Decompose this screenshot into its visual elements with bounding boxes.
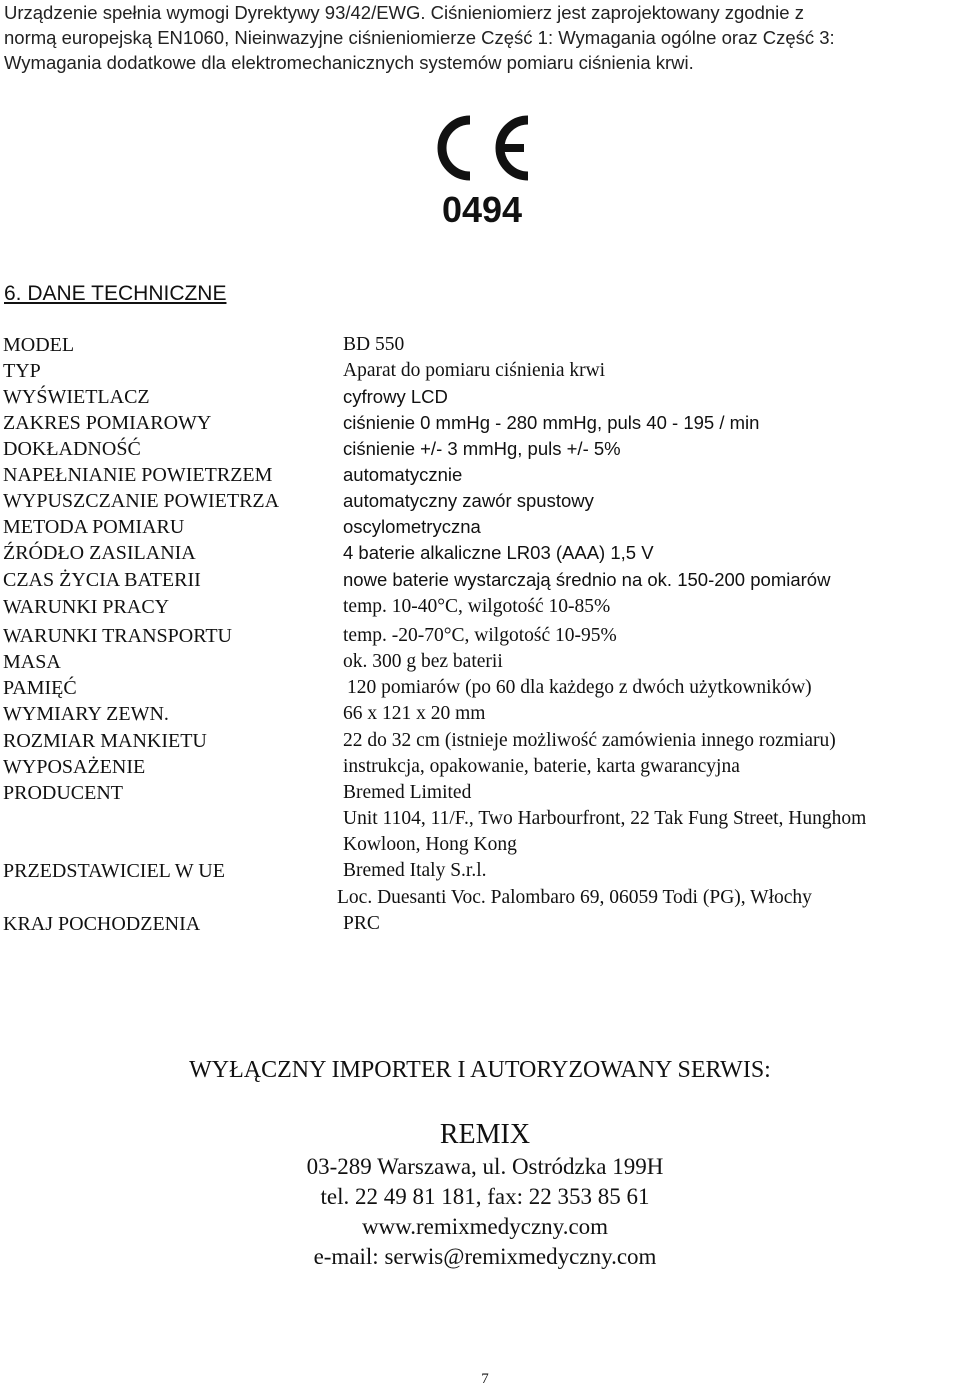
spec-value: 120 pomiarów (po 60 dla każdego z dwóch użytkowników) (347, 677, 812, 698)
spec-value: 4 baterie alkaliczne LR03 (AAA) 1,5 V (343, 542, 654, 563)
spec-row-dokladnosc (0, 436, 960, 462)
spec-value: temp. -20-70°C, wilgotość 10-95% (343, 625, 617, 646)
spec-label: WYPOSAŻENIE (3, 756, 146, 778)
importer-heading: WYŁĄCZNY IMPORTER I AUTORYZOWANY SERWIS: (189, 1057, 771, 1083)
spec-value: ciśnienie 0 mmHg - 280 mmHg, puls 40 - 195 / min (343, 412, 760, 433)
spec-row-producent (0, 780, 960, 806)
spec-value: Bremed Limited (343, 782, 472, 803)
spec-label: NAPEŁNIANIE POWIETRZEM (3, 464, 273, 486)
spec-row-czas-zycia (0, 567, 960, 593)
spec-value: oscylometryczna (343, 516, 481, 537)
importer-address: 03-289 Warszawa, ul. Ostródzka 199H (306, 1154, 664, 1179)
spec-value: BD 550 (343, 334, 405, 355)
spec-value: nowe baterie wystarczają średnio na ok. 150-200 pomiarów (343, 569, 831, 590)
spec-value: Bremed Italy S.r.l. (343, 860, 487, 881)
spec-row-przedstawiciel (0, 858, 960, 884)
spec-row-przedstawiciel-address (0, 885, 960, 911)
spec-label: KRAJ POCHODZENIA (3, 913, 201, 935)
intro-line: Wymagania dodatkowe dla elektromechanicznych systemów pomiaru ciśnienia krwi. (4, 52, 694, 73)
ce-mark-logo (428, 108, 540, 228)
spec-row-warunki-transportu (0, 623, 960, 649)
spec-value: Aparat do pomiaru ciśnienia krwi (343, 360, 606, 381)
spec-row-masa (0, 649, 960, 675)
spec-row-producent-address (0, 832, 960, 858)
spec-label: PRODUCENT (3, 782, 124, 804)
spec-value: automatyczny zawór spustowy (343, 490, 594, 511)
spec-label: PAMIĘĆ (3, 677, 77, 699)
spec-label: ROZMIAR MANKIETU (3, 730, 207, 752)
spec-row-wyswietlacz (0, 384, 960, 410)
svg-text:0494: 0494 (441, 189, 523, 228)
spec-row-wypuszczanie (0, 488, 960, 514)
spec-row-wymiary (0, 701, 960, 727)
spec-label: MASA (3, 651, 61, 673)
spec-label: WYMIARY ZEWN. (3, 703, 169, 725)
spec-value: automatycznie (343, 464, 463, 485)
spec-label: MODEL (3, 334, 75, 356)
spec-label: WARUNKI TRANSPORTU (3, 625, 233, 647)
intro-paragraph (4, 0, 954, 75)
producent-address-line: Kowloon, Hong Kong (343, 834, 517, 855)
spec-row-wyposazenie (0, 754, 960, 780)
spec-value: 22 do 32 cm (istnieje możliwość zamówienia innego rozmiaru) (343, 730, 836, 751)
spec-row-model (0, 332, 960, 358)
spec-row-metoda (0, 514, 960, 540)
importer-name: REMIX (439, 1119, 531, 1150)
spec-row-producent-address (0, 806, 960, 832)
spec-label: WYPUSZCZANIE POWIETRZA (3, 490, 280, 512)
spec-row-typ (0, 358, 960, 384)
spec-value: 66 x 121 x 20 mm (343, 703, 486, 724)
spec-value: ok. 300 g bez baterii (343, 651, 503, 672)
section-heading: 6. DANE TECHNICZNE (4, 282, 227, 305)
spec-row-zakres (0, 410, 960, 436)
importer-email-link[interactable]: e-mail: serwis@remixmedyczny.com (313, 1244, 657, 1269)
spec-row-mankiet (0, 728, 960, 754)
spec-label: CZAS ŻYCIA BATERII (3, 569, 201, 591)
spec-value: instrukcja, opakowanie, baterie, karta gwarancyjna (343, 756, 740, 777)
spec-label: WYŚWIETLACZ (3, 386, 150, 408)
importer-phone: tel. 22 49 81 181, fax: 22 353 85 61 (320, 1184, 650, 1209)
spec-label: ZAKRES POMIAROWY (3, 412, 212, 434)
spec-value: cyfrowy LCD (343, 386, 448, 407)
spec-value: ciśnienie +/- 3 mmHg, puls +/- 5% (343, 438, 621, 459)
spec-value: PRC (343, 913, 380, 934)
importer-website-link[interactable]: www.remixmedyczny.com (361, 1214, 609, 1239)
intro-line: normą europejską EN1060, Nieinwazyjne ciśnieniomierze Część 1: Wymagania ogólne oraz Część 3: (4, 27, 835, 48)
intro-line: Urządzenie spełnia wymogi Dyrektywy 93/42/EWG. Ciśnieniomierz jest zaprojektowany zgodnie z (4, 2, 804, 23)
spec-row-pamiec (0, 675, 960, 701)
spec-label: METODA POMIARU (3, 516, 185, 538)
producent-address-line: Unit 1104, 11/F., Two Harbourfront, 22 Tak Fung Street, Hunghom (343, 808, 867, 829)
spec-label: ŹRÓDŁO ZASILANIA (3, 542, 196, 564)
spec-row-napelnianie (0, 462, 960, 488)
spec-value: temp. 10-40°C, wilgotość 10-85% (343, 596, 611, 617)
spec-label: WARUNKI PRACY (3, 596, 170, 618)
spec-row-kraj (0, 911, 960, 937)
spec-label: PRZEDSTAWICIEL W UE (3, 860, 225, 882)
spec-label: DOKŁADNOŚĆ (3, 438, 141, 460)
spec-row-warunki-pracy (0, 594, 960, 620)
spec-label: TYP (3, 360, 41, 382)
page-number: 7 (481, 1371, 489, 1387)
spec-row-zrodlo (0, 540, 960, 566)
przedstawiciel-address-line: Loc. Duesanti Voc. Palombaro 69, 06059 Todi (PG), Włochy (337, 887, 812, 908)
